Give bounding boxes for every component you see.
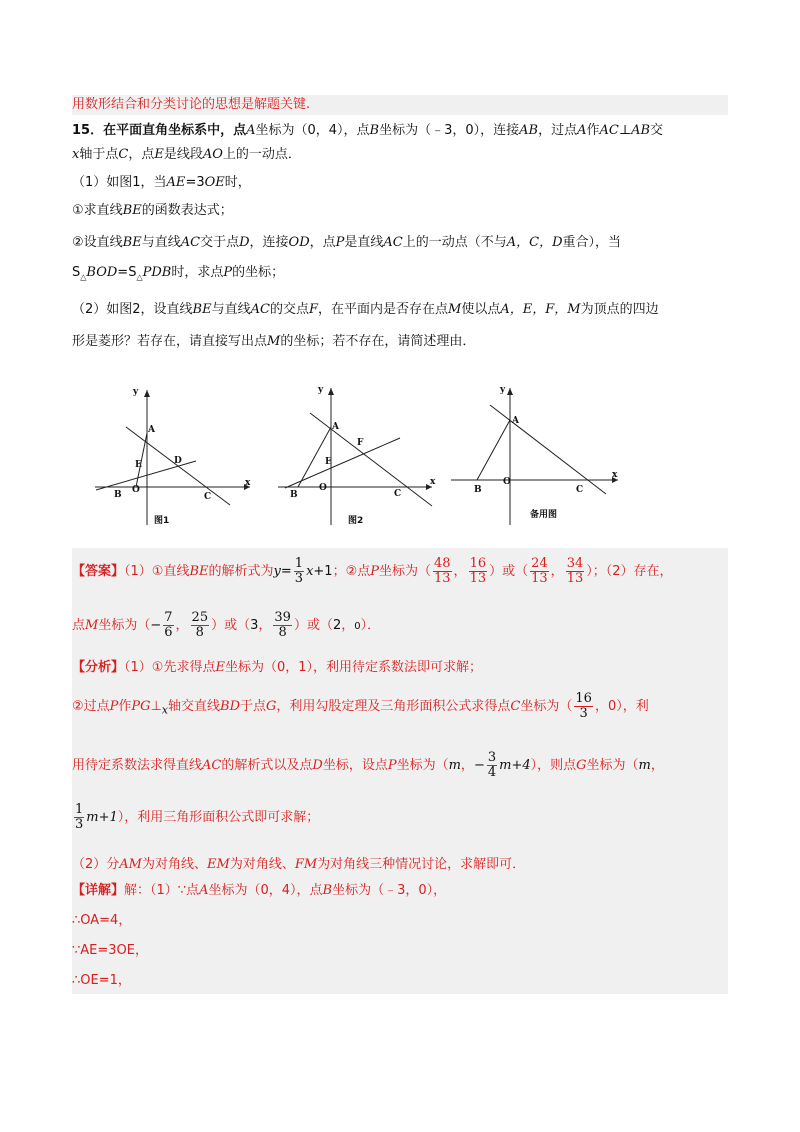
svg-text:A: A (332, 421, 339, 432)
svg-text:C: C (576, 484, 584, 495)
analysis-line-1: 【分析】（1）①先求得点E坐标为（0，1），利用待定系数法即可求解； (72, 659, 482, 675)
svg-text:y: y (318, 384, 324, 395)
figure-1-caption: 图1 (154, 515, 170, 526)
part-2: （2）如图2，设直线BE与直线AC的交点F，在平面内是否存在点M使以点A，E，F，M为顶点的四边 (72, 301, 659, 317)
analysis-line-4: $\frac{1}{3}$ m+1），利用三角形面积公式即可求解； (75, 802, 320, 833)
part-1: （1）如图1，当AE=3OE时， (72, 175, 251, 190)
svg-text:B: B (474, 484, 482, 495)
svg-text:D: D (174, 455, 182, 466)
axis-x-label: x (245, 477, 251, 488)
svg-text:C: C (204, 491, 212, 502)
analysis-line-5: （2）分AM为对角线、EM为对角线、FM为对角线三种情况讨论，求解即可． (72, 857, 526, 873)
svg-text:A: A (148, 424, 155, 435)
svg-text:C: C (394, 488, 402, 499)
problem-statement: 15．在平面直角坐标系中，点A坐标为（0，4），点B坐标为（﹣3，0），连接AB，过点A作AC⊥AB交 x轴于点C，点E是线段AO上的一动点． （1）如图1，当AE=3OE时， ①求直线BE的函数表达式； ②设直线BE与直线AC交于点D，连接OD，点P是直线AC上的一动点（不与A，C，D重合），当 $S_\triangle BOD=S_\triangle PDB$时，求点P的坐标； （2）如图2，设直线BE与直线AC的交点F，在平面内是否存在点M使以点A，E，F，M为顶点的四边 形是菱形？若存在，请直接写出点M的坐标；若不存在，请简述理由． (72, 119, 728, 354)
figure-row (72, 380, 728, 540)
svg-text:E: E (135, 459, 142, 470)
svg-text:O: O (503, 476, 511, 487)
detail-line-4: ∴OE=1， (72, 973, 131, 989)
analysis-line-2: ②过点P作$PG\perp_x$轴交直线BD于点G，利用勾股定理及三角形面积公式求得点C坐标为（ $\frac{16}{3}$ ，0），利 (72, 690, 649, 721)
problem-text: 15．在平面直角坐标系中，点 (72, 123, 247, 138)
svg-text:y: y (500, 384, 506, 395)
figure-3 (446, 380, 626, 530)
top-note: 用数形结合和分类讨论的思想是解题关键. (72, 95, 728, 115)
svg-text:x: x (430, 476, 436, 487)
figure-2-caption: 图2 (348, 515, 364, 526)
figure-2 (260, 380, 440, 530)
solution-block (72, 548, 728, 995)
svg-text:E: E (325, 456, 332, 467)
detail-line-2: ∴OA=4， (72, 913, 132, 929)
svg-text:B: B (114, 489, 122, 500)
figure-3-caption: 备用图 (530, 509, 558, 520)
figure-1 (90, 380, 260, 530)
svg-text:A: A (512, 415, 519, 426)
svg-text:B: B (290, 489, 298, 500)
detail-line-3: ∵AE=3OE， (72, 943, 148, 959)
detail-line-1: 【详解】解：（1）∵点A坐标为（0，4），点B坐标为（﹣3，0）， (72, 883, 447, 899)
axis-y-label: y (133, 386, 139, 397)
svg-text:F: F (357, 437, 364, 448)
svg-text:x: x (612, 469, 618, 480)
document-page (72, 95, 728, 994)
analysis-line-3: 用待定系数法求得直线AC的解析式以及点D坐标，设点P坐标为（m，− $\frac{3}{4}$ m+4），则点G坐标为（m， (72, 750, 664, 781)
svg-text:O: O (319, 482, 327, 493)
answer-line-1: 【答案】（1）①直线BE的解析式为y= $\frac{1}{3}$ x+1；②点P坐标为（ $\frac{48}{13}$ ， $\frac{16}{13}$ ）或（ $\frac{24}{13}$ ， $\frac{34}{13}$ ）；（2）存在， (72, 555, 673, 586)
svg-text:O: O (132, 484, 140, 495)
answer-line-2: 点M坐标为（− $\frac{7}{6}$ ， $\frac{25}{8}$ ）或（3， $\frac{39}{8}$ ）或（2，0）． (72, 609, 381, 640)
